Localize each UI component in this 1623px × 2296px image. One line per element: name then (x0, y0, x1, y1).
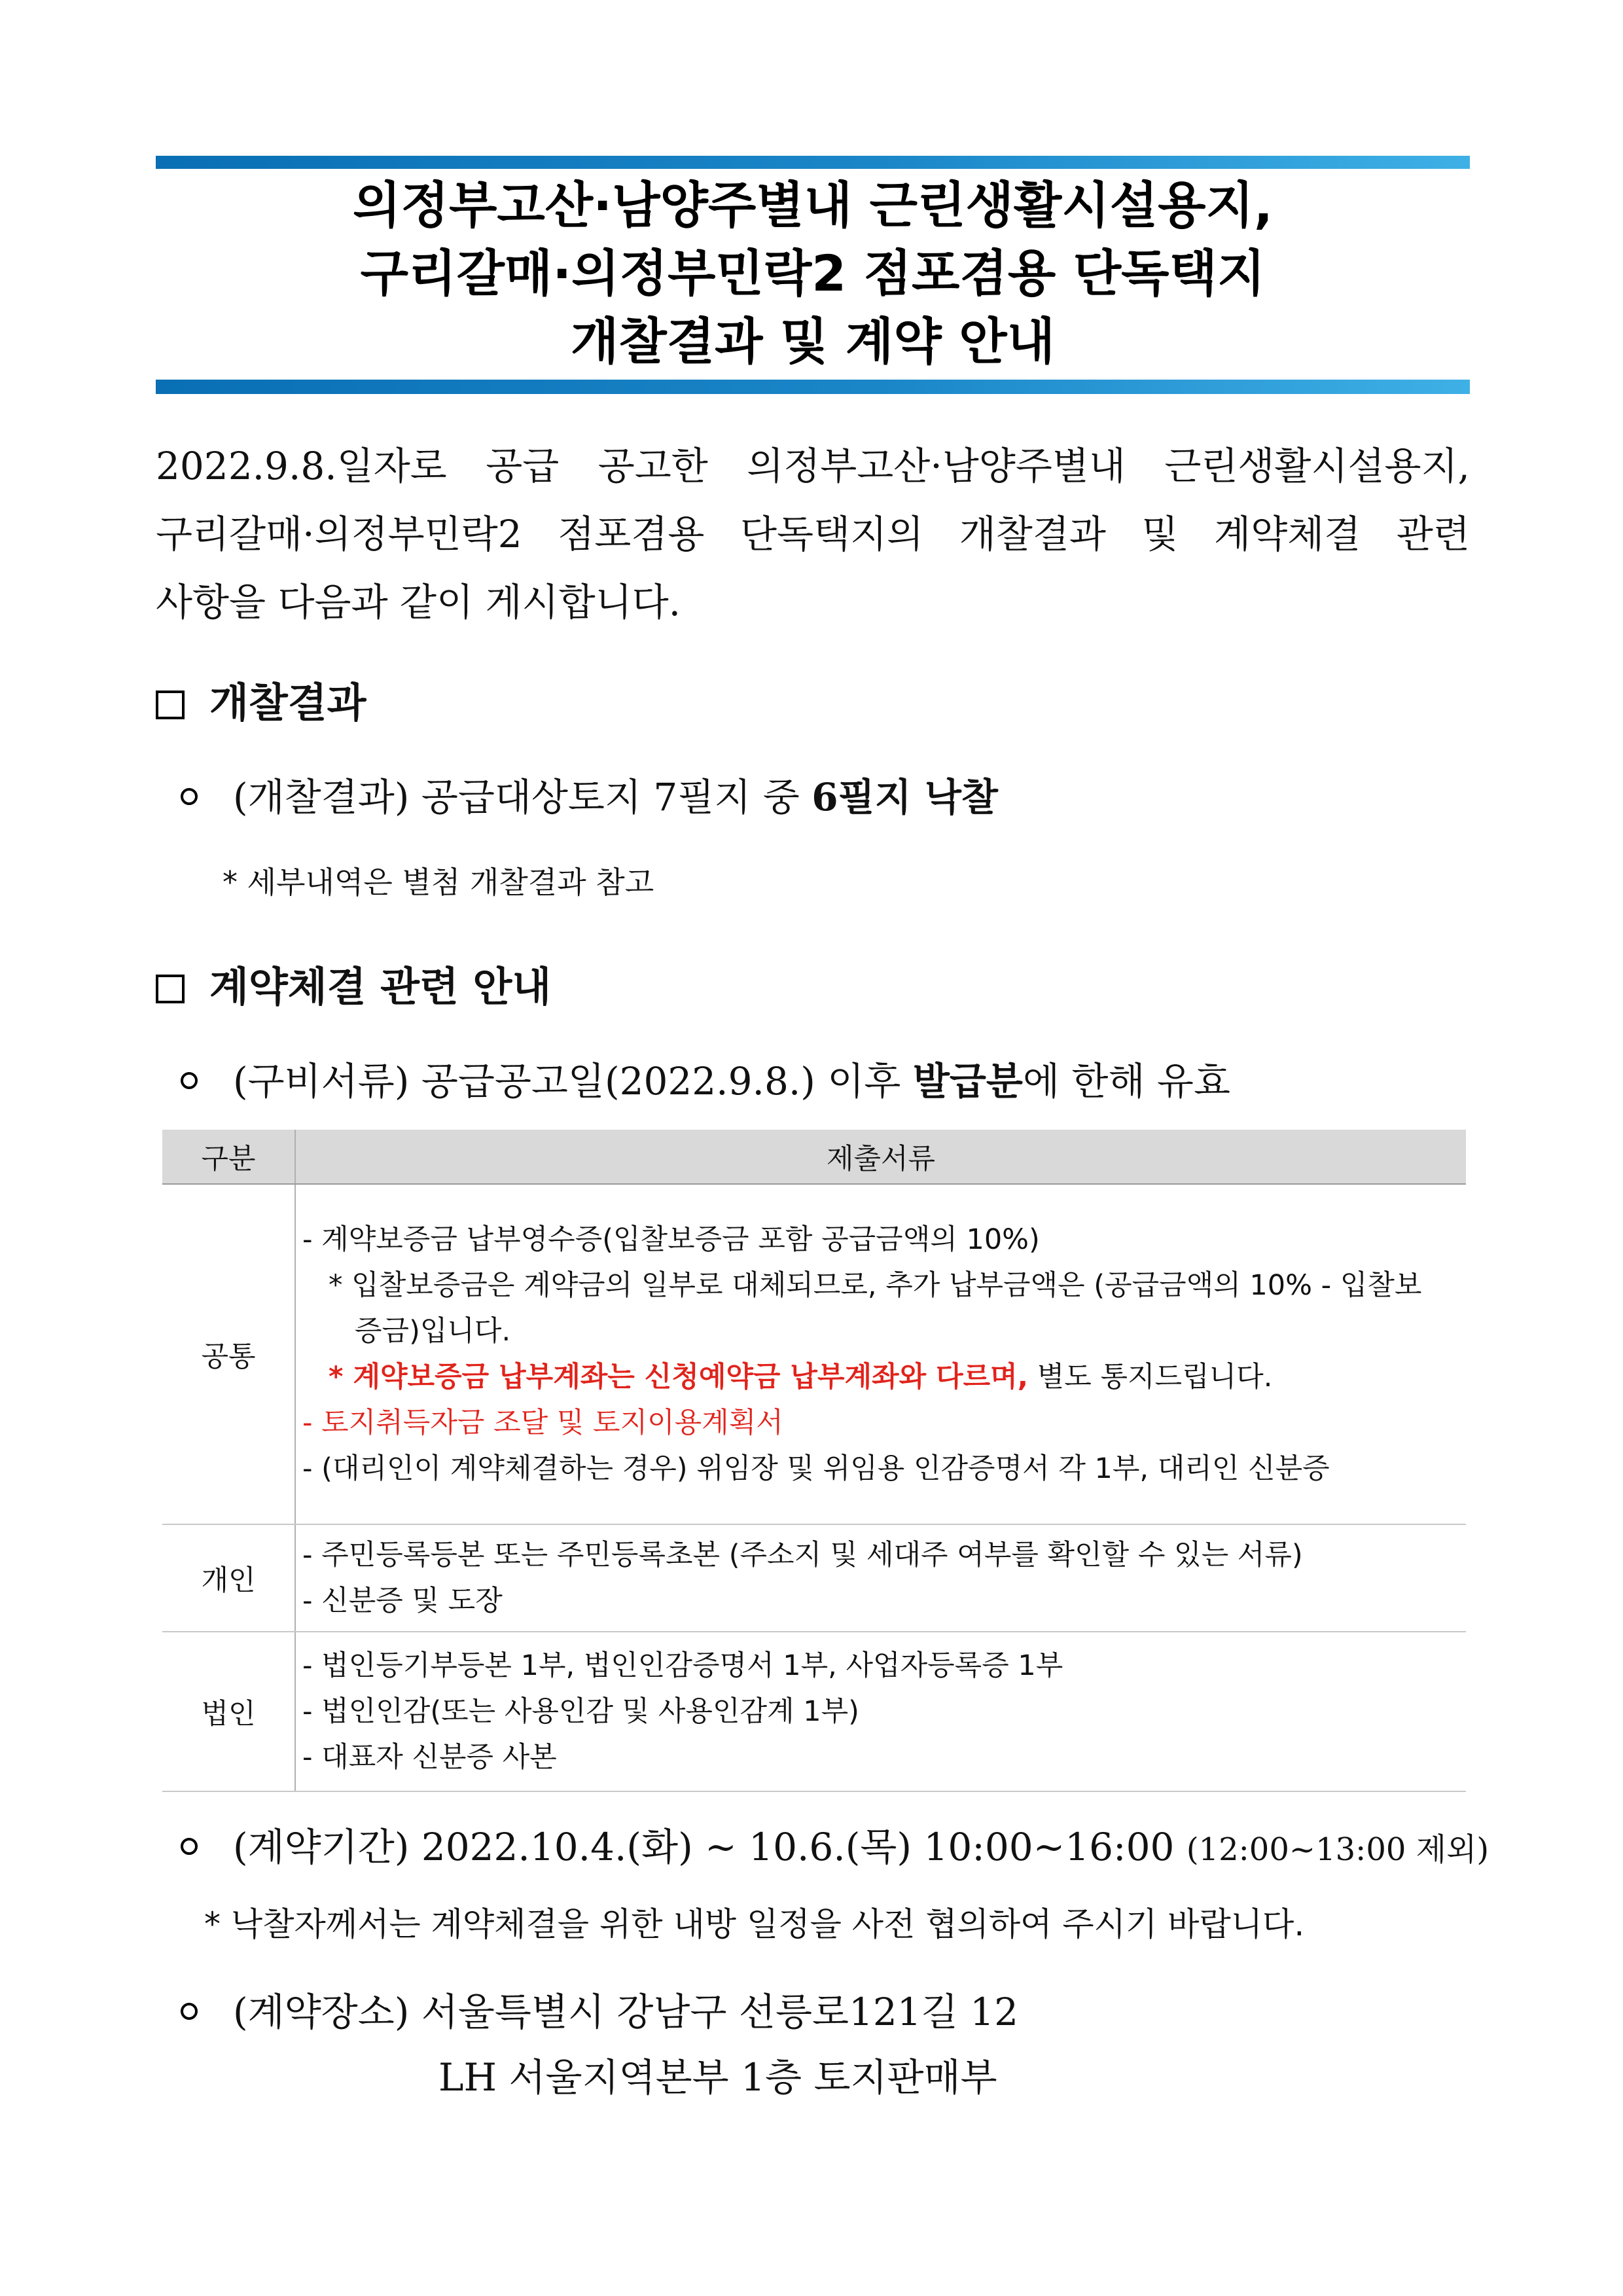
circle-bullet-icon (181, 2003, 198, 2020)
list-item: * 계약보증금 납부계좌는 신청예약금 납부계좌와 다르며, 별도 통지드립니다. (329, 1361, 1273, 1393)
list-item: - 주민등록등본 또는 주민등록초본 (주소지 및 세대주 여부를 확인할 수 있는 서류) (302, 1539, 1303, 1571)
required-docs-bullet: (구비서류) 공급공고일(2022.9.8.) 이후 발급분에 한해 유효 (181, 1055, 1230, 1107)
row-label-corporate: 법인 (162, 1632, 295, 1791)
list-item: - 법인인감(또는 사용인감 및 사용인감계 1부) (302, 1695, 859, 1728)
row-content-corporate (295, 1632, 1466, 1791)
section-heading-bid-results: 개찰결과 (156, 677, 366, 729)
required-documents-table (162, 1130, 1466, 1792)
table-header-row (162, 1130, 1466, 1184)
list-item: - 계약보증금 납부영수증(입찰보증금 포함 공급금액의 10%) (302, 1223, 1040, 1256)
intro-line-1: 2022.9.8.일자로 공급 공고한 의정부고산·남양주별내 근린생활시설용지, (156, 444, 1470, 488)
checkbox-icon (156, 691, 185, 719)
page-title (156, 171, 1470, 376)
list-item: - 법인등기부등본 1부, 법인인감증명서 1부, 사업자등록증 1부 (302, 1649, 1063, 1682)
title-line-3: 개찰결과 및 계약 안내 (570, 312, 1056, 370)
list-item: - (대리인이 계약체결하는 경우) 위임장 및 위임용 인감증명서 각 1부, 대리인 신분증 (302, 1452, 1330, 1485)
section-heading-contract-guide: 계약체결 관련 안내 (156, 961, 551, 1013)
row-label-common: 공통 (162, 1184, 295, 1524)
title-top-bar (156, 156, 1470, 169)
title-line-2: 구리갈매·의정부민락2 점포겸용 단독택지 (360, 244, 1266, 302)
circle-bullet-icon (181, 1072, 198, 1089)
list-item: - 신분증 및 도장 (302, 1585, 503, 1617)
list-item: - 대표자 신분증 사본 (302, 1741, 557, 1774)
circle-bullet-icon (181, 788, 198, 805)
row-content-individual (295, 1524, 1466, 1632)
table-header-category: 구분 (162, 1130, 295, 1184)
intro-line-3: 사항을 다음과 같이 게시합니다. (156, 580, 681, 624)
intro-line-2: 구리갈매·의정부민락2 점포겸용 단독택지의 개찰결과 및 계약체결 관련 (156, 512, 1470, 556)
table-row (162, 1184, 1466, 1524)
table-row (162, 1632, 1466, 1791)
row-content-common (295, 1184, 1466, 1524)
contract-period-note: * 낙찰자께서는 계약체결을 위한 내방 일정을 사전 협의하여 주시기 바랍니다. (204, 1905, 1305, 1943)
list-item: - 토지취득자금 조달 및 토지이용계획서 (302, 1407, 783, 1439)
contract-period-bullet: (계약기간) 2022.10.4.(화) ~ 10.6.(목) 10:00~16:00 (12:00~13:00 제외) (181, 1821, 1489, 1876)
row-label-individual: 개인 (162, 1524, 295, 1632)
contract-place-line-2: LH 서울지역본부 1층 토지판매부 (438, 2055, 997, 2100)
table-header-documents: 제출서류 (295, 1130, 1466, 1184)
title-bottom-bar (156, 380, 1470, 394)
intro-paragraph (156, 432, 1470, 636)
title-line-1: 의정부고산·남양주별내 근린생활시설용지, (353, 176, 1273, 234)
circle-bullet-icon (181, 1838, 198, 1855)
table-row (162, 1524, 1466, 1632)
contract-place-bullet: (계약장소) 서울특별시 강남구 선릉로121길 12 (181, 1986, 1018, 2038)
bid-results-bullet: (개찰결과) 공급대상토지 7필지 중 6필지 낙찰 (181, 771, 998, 823)
list-item: * 입찰보증금은 계약금의 일부로 대체되므로, 추가 납부금액은 (공급금액의 10% - 입찰보 증금)입니다. (329, 1269, 1422, 1348)
checkbox-icon (156, 975, 185, 1003)
bid-results-note: * 세부내역은 별첨 개찰결과 참고 (223, 865, 654, 900)
